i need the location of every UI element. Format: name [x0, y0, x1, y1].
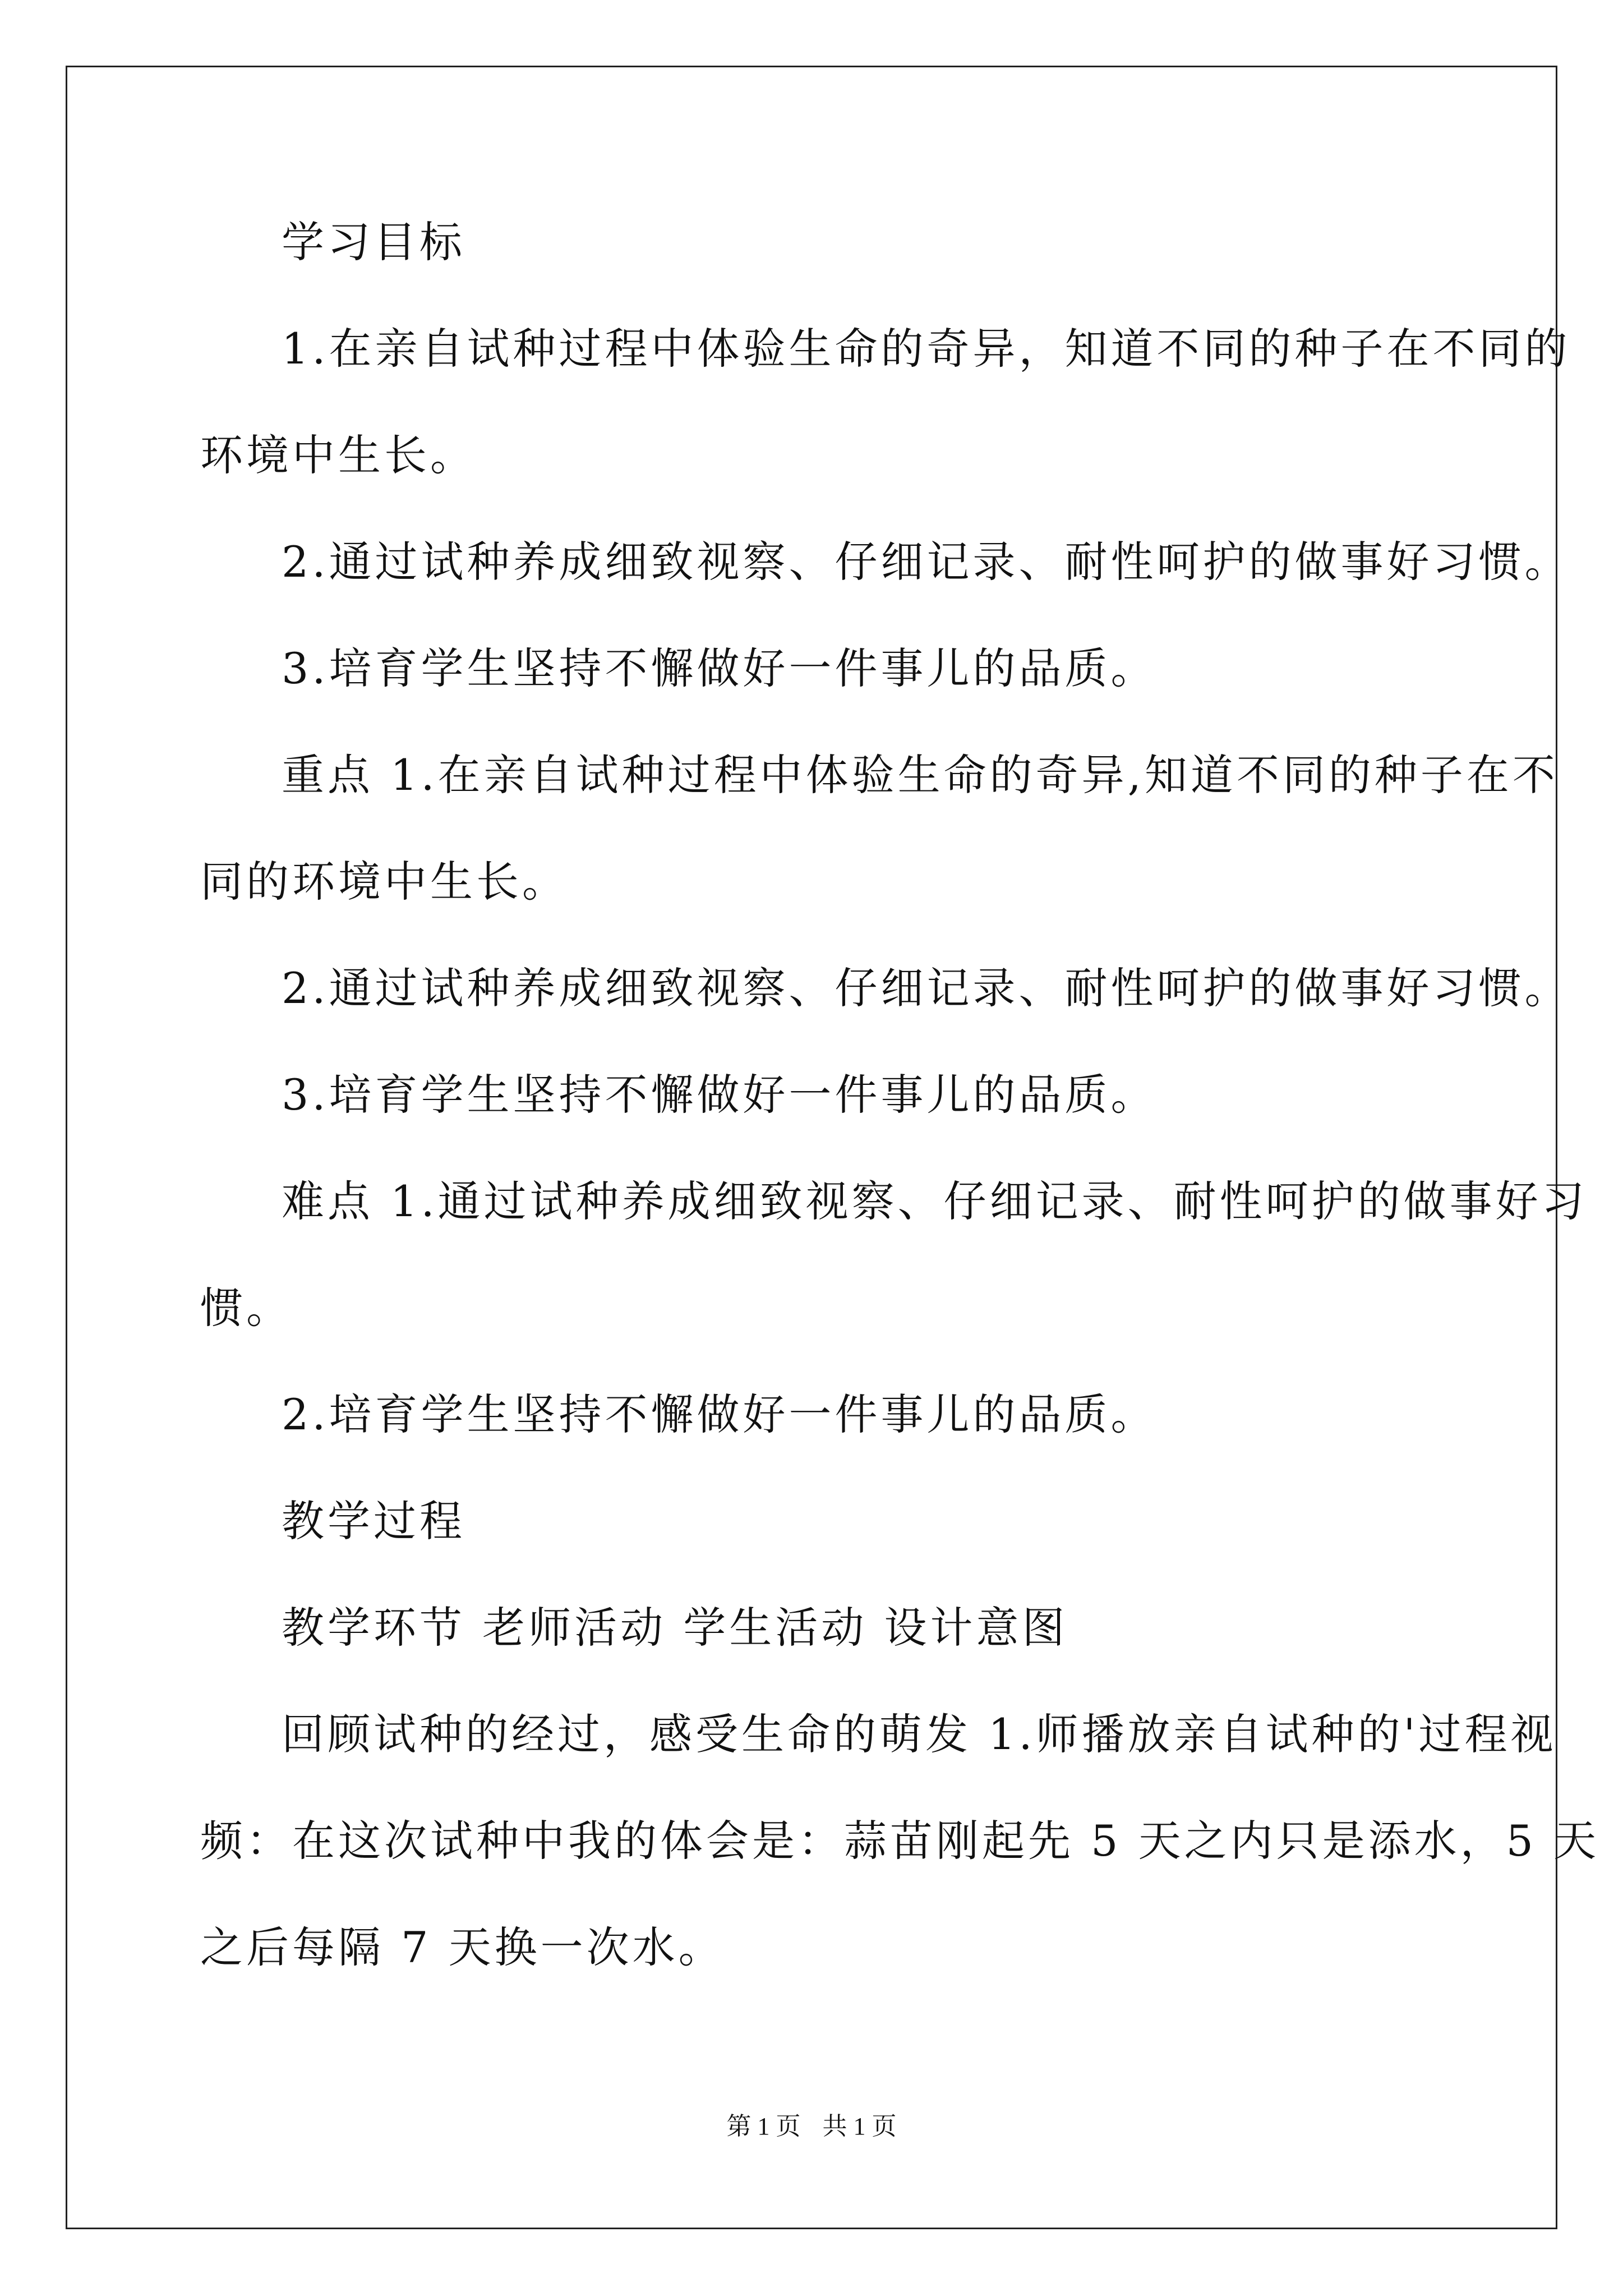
table-header-line: 教学环节 老师活动 学生活动 设计意图	[282, 1603, 1068, 1653]
page-footer	[0, 2111, 1623, 2142]
paragraph-line: 频：在这次试种中我的体会是：蒜苗刚起先 5 天之内只是添水，5 天	[200, 1816, 1600, 1866]
paragraph-line: 3.培育学生坚持不懈做好一件事儿的品质。	[282, 1070, 1157, 1120]
section-heading-goals: 学习目标	[282, 217, 465, 267]
page-total: 共 1 页	[822, 2113, 897, 2140]
paragraph-line: 2.培育学生坚持不懈做好一件事儿的品质。	[282, 1389, 1157, 1439]
paragraph-line: 同的环境中生长。	[200, 857, 568, 907]
paragraph-line: 2.通过试种养成细致视察、仔细记录、耐性呵护的做事好习惯。	[282, 963, 1571, 1013]
paragraph-line: 回顾试种的经过，感受生命的萌发 1.师播放亲自试种的'过程视	[282, 1709, 1557, 1759]
paragraph-line: 环境中生长。	[200, 430, 476, 480]
paragraph-line: 难点 1.通过试种养成细致视察、仔细记录、耐性呵护的做事好习	[282, 1176, 1588, 1226]
page-number: 第 1 页	[726, 2113, 801, 2140]
paragraph-line: 重点 1.在亲自试种过程中体验生命的奇异,知道不同的种子在不	[282, 750, 1559, 800]
paragraph-line: 之后每隔 7 天换一次水。	[200, 1922, 725, 1972]
paragraph-line: 2.通过试种养成细致视察、仔细记录、耐性呵护的做事好习惯。	[282, 537, 1571, 587]
paragraph-line: 1.在亲自试种过程中体验生命的奇异，知道不同的种子在不同的	[282, 324, 1571, 374]
paragraph-line: 3.培育学生坚持不懈做好一件事儿的品质。	[282, 643, 1157, 693]
section-heading-process: 教学过程	[282, 1496, 465, 1546]
paragraph-line: 惯。	[200, 1283, 292, 1333]
page-border	[66, 66, 1557, 2229]
